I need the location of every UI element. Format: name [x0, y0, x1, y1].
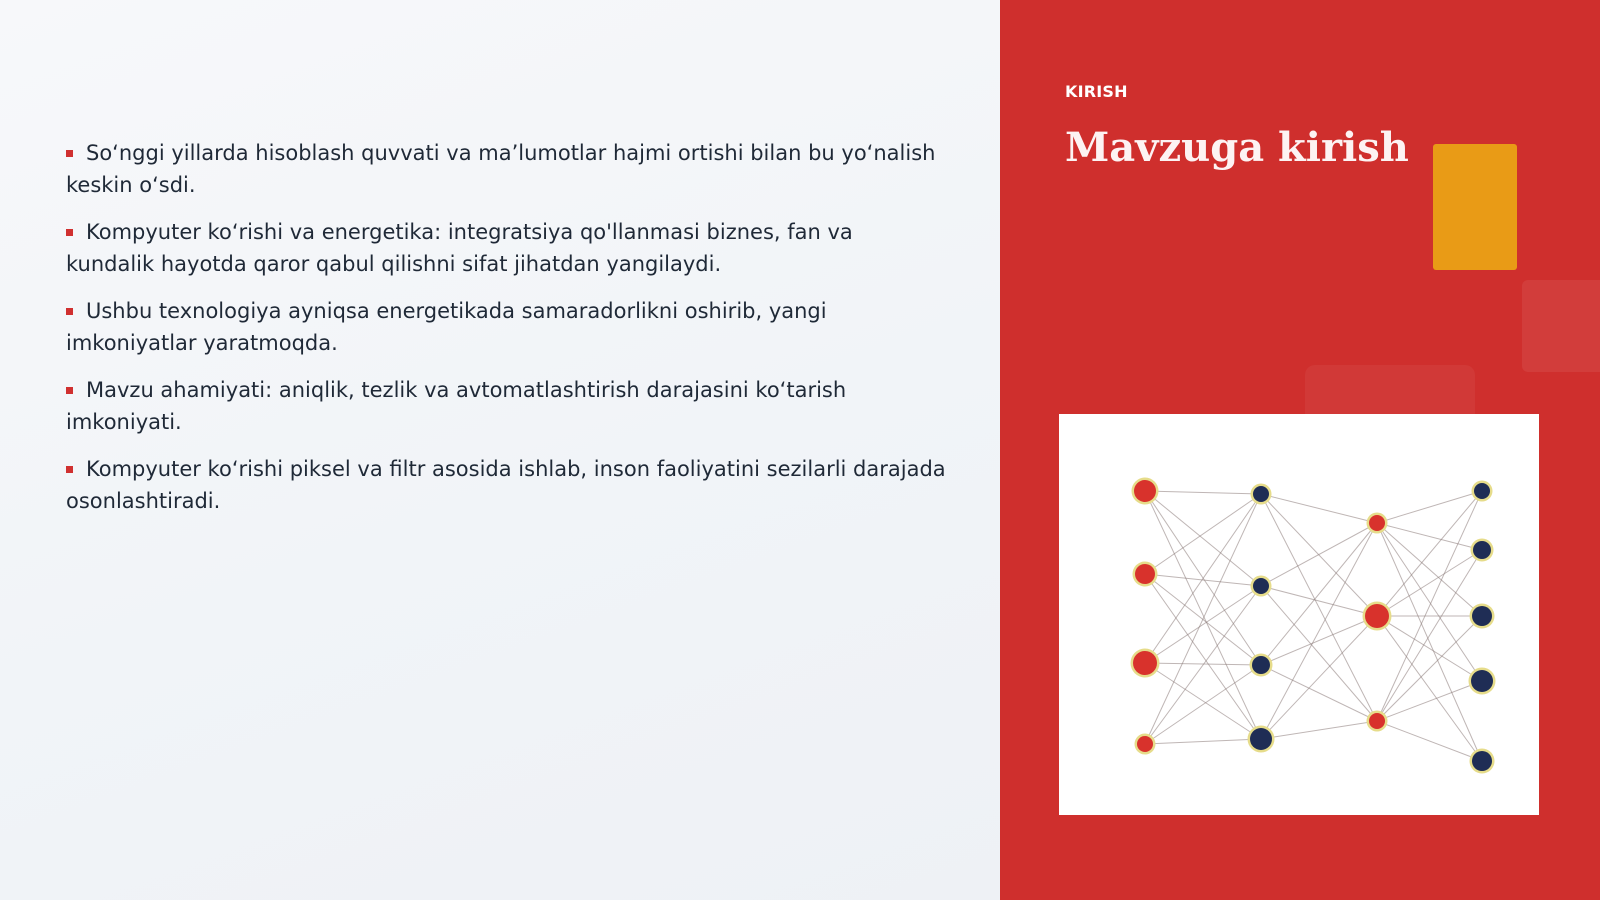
network-edge — [1377, 491, 1482, 523]
network-edge — [1145, 574, 1261, 586]
network-node — [1369, 515, 1385, 531]
slide-title: Mavzuga kirish — [1065, 124, 1409, 171]
network-edge — [1261, 494, 1377, 721]
bullet-square-icon — [66, 466, 73, 473]
network-edge — [1261, 721, 1377, 739]
network-edge — [1377, 491, 1482, 616]
bullet-text: Kompyuter ko‘rishi va energetika: integratsiya qo'llanmasi biznes, fan va kundalik hayotda qaror qabul qilishni sifat jihatdan yangilaydi. — [66, 220, 853, 276]
bullet-text: Ushbu texnologiya ayniqsa energetikada samaradorlikni oshirib, yangi imkoniyatlar yaratmoqda. — [66, 299, 827, 355]
network-edge — [1145, 491, 1261, 739]
neural-network-image — [1059, 414, 1539, 815]
network-edge — [1377, 616, 1482, 761]
network-edge — [1261, 586, 1377, 721]
network-edge — [1145, 491, 1261, 494]
network-node — [1253, 578, 1269, 594]
bullet-square-icon — [66, 229, 73, 236]
bullet-item — [66, 454, 946, 517]
network-edge — [1145, 494, 1261, 744]
network-edge — [1145, 491, 1261, 586]
network-node — [1472, 751, 1492, 771]
network-edge — [1261, 523, 1377, 665]
bullet-item — [66, 138, 946, 201]
bullet-item — [66, 296, 946, 359]
bullet-item — [66, 375, 946, 438]
network-node — [1250, 728, 1272, 750]
neural-network-icon — [1059, 414, 1539, 815]
network-edge — [1377, 616, 1482, 721]
bullet-list — [66, 138, 946, 533]
network-edge — [1377, 550, 1482, 721]
network-edge — [1145, 494, 1261, 574]
network-node — [1369, 713, 1385, 729]
network-node — [1133, 651, 1157, 675]
accent-rectangle — [1433, 144, 1517, 270]
network-edge — [1261, 665, 1377, 721]
network-node — [1473, 541, 1491, 559]
network-node — [1365, 604, 1389, 628]
network-node — [1137, 736, 1153, 752]
network-node — [1134, 480, 1156, 502]
section-tag: KIRISH — [1065, 82, 1128, 101]
bullet-item — [66, 217, 946, 280]
bullet-text: Mavzu ahamiyati: aniqlik, tezlik va avtomatlashtirish darajasini ko‘tarish imkoniyati. — [66, 378, 847, 434]
network-node — [1472, 606, 1492, 626]
network-edge — [1377, 721, 1482, 761]
network-edge — [1145, 739, 1261, 744]
network-edge — [1261, 586, 1377, 616]
network-edge — [1145, 494, 1261, 663]
bullet-text: Kompyuter ko‘rishi piksel va filtr asosida ishlab, inson faoliyatini sezilarli darajada osonlashtiradi. — [66, 457, 946, 513]
network-edge — [1145, 574, 1261, 739]
bullet-square-icon — [66, 308, 73, 315]
network-edge — [1377, 616, 1482, 681]
title-panel — [1000, 0, 1600, 900]
network-edge — [1261, 616, 1377, 739]
network-edge — [1377, 523, 1482, 761]
network-node — [1471, 670, 1493, 692]
network-edge — [1145, 665, 1261, 744]
network-node — [1253, 486, 1269, 502]
bullet-square-icon — [66, 387, 73, 394]
network-edge — [1261, 616, 1377, 665]
network-node — [1474, 483, 1490, 499]
network-node — [1252, 656, 1270, 674]
network-node — [1135, 564, 1155, 584]
bullet-text: So‘nggi yillarda hisoblash quvvati va ma’lumotlar hajmi ortishi bilan bu yo‘nalish keskin o‘sdi. — [66, 141, 936, 197]
decorative-block — [1522, 280, 1600, 372]
network-edge — [1261, 494, 1377, 523]
bullet-square-icon — [66, 150, 73, 157]
